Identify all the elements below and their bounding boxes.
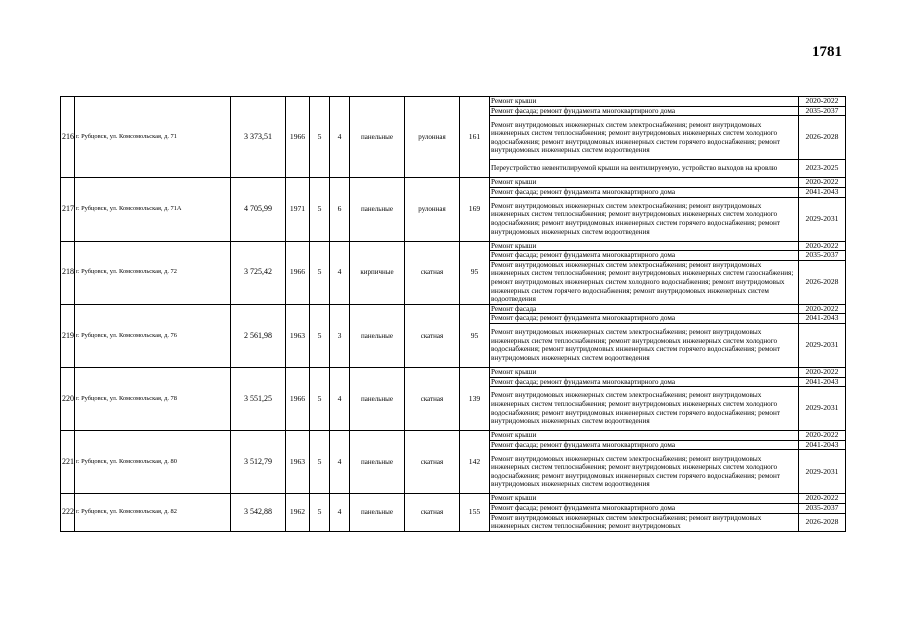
wall-material-cell: кирпичные bbox=[350, 241, 405, 304]
table-row bbox=[61, 241, 846, 251]
floors-cell: 5 bbox=[310, 304, 330, 367]
work-type-cell: Ремонт крыши bbox=[490, 178, 799, 188]
work-period-cell: 2035-2037 bbox=[799, 503, 846, 513]
work-period-cell: 2041-2043 bbox=[799, 314, 846, 324]
page-number: 1781 bbox=[812, 44, 842, 60]
table-row bbox=[61, 178, 846, 188]
work-period-cell: 2035-2037 bbox=[799, 251, 846, 261]
work-period-cell: 2020-2022 bbox=[799, 367, 846, 377]
work-period-cell: 2020-2022 bbox=[799, 178, 846, 188]
apartments-cell: 95 bbox=[460, 304, 490, 367]
work-type-cell: Ремонт фасада bbox=[490, 304, 799, 314]
row-number: 219 bbox=[61, 304, 75, 367]
roof-type-cell: рулонная bbox=[405, 97, 460, 178]
work-type-cell: Переустройство невентилируемой крыши на вентилируемую, устройство выходов на кровлю bbox=[490, 160, 799, 178]
work-type-cell: Ремонт фасада; ремонт фундамента многоквартирного дома bbox=[490, 503, 799, 513]
work-type-cell: Ремонт крыши bbox=[490, 241, 799, 251]
apartments-cell: 139 bbox=[460, 367, 490, 430]
work-period-cell: 2020-2022 bbox=[799, 241, 846, 251]
row-number: 217 bbox=[61, 178, 75, 241]
total-area-cell: 4 705,99 bbox=[231, 178, 286, 241]
build-year-cell: 1963 bbox=[286, 431, 310, 494]
apartments-cell: 95 bbox=[460, 241, 490, 304]
work-period-cell: 2020-2022 bbox=[799, 304, 846, 314]
roof-type-cell: скатная bbox=[405, 304, 460, 367]
work-period-cell: 2029-2031 bbox=[799, 197, 846, 241]
work-period-cell: 2029-2031 bbox=[799, 323, 846, 367]
apartments-cell: 169 bbox=[460, 178, 490, 241]
work-period-cell: 2026-2028 bbox=[799, 513, 846, 531]
build-year-cell: 1963 bbox=[286, 304, 310, 367]
build-year-cell: 1966 bbox=[286, 367, 310, 430]
address-cell: г. Рубцовск, ул. Комсомольская, д. 72 bbox=[75, 241, 231, 304]
wall-material-cell: панельные bbox=[350, 178, 405, 241]
work-period-cell: 2041-2043 bbox=[799, 440, 846, 450]
work-period-cell: 2041-2043 bbox=[799, 377, 846, 387]
work-period-cell: 2029-2031 bbox=[799, 387, 846, 431]
work-period-cell: 2026-2028 bbox=[799, 260, 846, 304]
work-type-cell: Ремонт внутридомовых инженерных систем электроснабжения; ремонт внутридомовых инженерных систем теплоснабжения; ремонт внутридомовых инженерных систем холодного водоснабжения; ремонт внутридомовых инженерных систем горячего водоснабжения; ремонт внутридомовых инженерных систем водоотведения bbox=[490, 323, 799, 367]
address-cell: г. Рубцовск, ул. Комсомольская, д. 76 bbox=[75, 304, 231, 367]
address-cell: г. Рубцовск, ул. Комсомольская, д. 80 bbox=[75, 431, 231, 494]
floors-cell: 5 bbox=[310, 494, 330, 531]
table-row bbox=[61, 367, 846, 377]
address-cell: г. Рубцовск, ул. Комсомольская, д. 71 bbox=[75, 97, 231, 178]
row-number: 218 bbox=[61, 241, 75, 304]
build-year-cell: 1971 bbox=[286, 178, 310, 241]
floors-cell: 5 bbox=[310, 178, 330, 241]
floors-cell: 5 bbox=[310, 367, 330, 430]
work-type-cell: Ремонт фасада; ремонт фундамента многоквартирного дома bbox=[490, 187, 799, 197]
entrances-cell: 6 bbox=[330, 178, 350, 241]
entrances-cell: 4 bbox=[330, 494, 350, 531]
row-number: 222 bbox=[61, 494, 75, 531]
build-year-cell: 1966 bbox=[286, 97, 310, 178]
total-area-cell: 2 561,98 bbox=[231, 304, 286, 367]
work-period-cell: 2041-2043 bbox=[799, 187, 846, 197]
apartments-cell: 155 bbox=[460, 494, 490, 531]
address-cell: г. Рубцовск, ул. Комсомольская, д. 78 bbox=[75, 367, 231, 430]
address-cell: г. Рубцовск, ул. Комсомольская, д. 71А bbox=[75, 178, 231, 241]
floors-cell: 5 bbox=[310, 431, 330, 494]
work-type-cell: Ремонт крыши bbox=[490, 97, 799, 107]
wall-material-cell: панельные bbox=[350, 367, 405, 430]
work-type-cell: Ремонт крыши bbox=[490, 494, 799, 504]
work-type-cell: Ремонт фасада; ремонт фундамента многоквартирного дома bbox=[490, 106, 799, 116]
work-period-cell: 2026-2028 bbox=[799, 116, 846, 160]
total-area-cell: 3 512,79 bbox=[231, 431, 286, 494]
row-number: 220 bbox=[61, 367, 75, 430]
entrances-cell: 4 bbox=[330, 241, 350, 304]
work-type-cell: Ремонт фасада; ремонт фундамента многоквартирного дома bbox=[490, 440, 799, 450]
work-type-cell: Ремонт внутридомовых инженерных систем электроснабжения; ремонт внутридомовых инженерных систем теплоснабжения; ремонт внутридомовых bbox=[490, 513, 799, 531]
work-period-cell: 2023-2025 bbox=[799, 160, 846, 178]
total-area-cell: 3 725,42 bbox=[231, 241, 286, 304]
work-period-cell: 2020-2022 bbox=[799, 97, 846, 107]
work-type-cell: Ремонт внутридомовых инженерных систем электроснабжения; ремонт внутридомовых инженерных систем теплоснабжения; ремонт внутридомовых инженерных систем холодного водоснабжения; ремонт внутридомовых инженерных систем горячего водоснабжения; ремонт внутридомовых инженерных систем водоотведения bbox=[490, 116, 799, 160]
work-period-cell: 2020-2022 bbox=[799, 494, 846, 504]
roof-type-cell: рулонная bbox=[405, 178, 460, 241]
wall-material-cell: панельные bbox=[350, 97, 405, 178]
work-type-cell: Ремонт внутридомовых инженерных систем электроснабжения; ремонт внутридомовых инженерных систем теплоснабжения; ремонт внутридомовых инженерных систем газоснабжения; ремонт внутридомовых инженерных систем холодного водоснабжения; ремонт внутридомовых инженерных систем горячего водоснабжения; ремонт внутридомовых инженерных систем водоотведения bbox=[490, 260, 799, 304]
roof-type-cell: скатная bbox=[405, 241, 460, 304]
work-period-cell: 2029-2031 bbox=[799, 450, 846, 494]
apartments-cell: 142 bbox=[460, 431, 490, 494]
row-number: 216 bbox=[61, 97, 75, 178]
work-type-cell: Ремонт внутридомовых инженерных систем электроснабжения; ремонт внутридомовых инженерных систем теплоснабжения; ремонт внутридомовых инженерных систем холодного водоснабжения; ремонт внутридомовых инженерных систем горячего водоснабжения; ремонт внутридомовых инженерных систем водоотведения bbox=[490, 387, 799, 431]
entrances-cell: 4 bbox=[330, 367, 350, 430]
work-period-cell: 2035-2037 bbox=[799, 106, 846, 116]
work-type-cell: Ремонт внутридомовых инженерных систем электроснабжения; ремонт внутридомовых инженерных систем теплоснабжения; ремонт внутридомовых инженерных систем холодного водоснабжения; ремонт внутридомовых инженерных систем горячего водоснабжения; ремонт внутридомовых инженерных систем водоотведения bbox=[490, 197, 799, 241]
wall-material-cell: панельные bbox=[350, 304, 405, 367]
entrances-cell: 3 bbox=[330, 304, 350, 367]
row-number: 221 bbox=[61, 431, 75, 494]
roof-type-cell: скатная bbox=[405, 367, 460, 430]
work-type-cell: Ремонт фасада; ремонт фундамента многоквартирного дома bbox=[490, 314, 799, 324]
table-body bbox=[61, 97, 846, 532]
table-row bbox=[61, 494, 846, 504]
table-row bbox=[61, 304, 846, 314]
work-type-cell: Ремонт крыши bbox=[490, 367, 799, 377]
floors-cell: 5 bbox=[310, 241, 330, 304]
work-type-cell: Ремонт фасада; ремонт фундамента многоквартирного дома bbox=[490, 251, 799, 261]
total-area-cell: 3 551,25 bbox=[231, 367, 286, 430]
entrances-cell: 4 bbox=[330, 97, 350, 178]
build-year-cell: 1962 bbox=[286, 494, 310, 531]
table-row bbox=[61, 97, 846, 107]
work-type-cell: Ремонт фасада; ремонт фундамента многоквартирного дома bbox=[490, 377, 799, 387]
entrances-cell: 4 bbox=[330, 431, 350, 494]
table-row bbox=[61, 431, 846, 441]
total-area-cell: 3 542,88 bbox=[231, 494, 286, 531]
roof-type-cell: скатная bbox=[405, 431, 460, 494]
work-period-cell: 2020-2022 bbox=[799, 431, 846, 441]
build-year-cell: 1966 bbox=[286, 241, 310, 304]
total-area-cell: 3 373,51 bbox=[231, 97, 286, 178]
wall-material-cell: панельные bbox=[350, 494, 405, 531]
work-type-cell: Ремонт крыши bbox=[490, 431, 799, 441]
floors-cell: 5 bbox=[310, 97, 330, 178]
apartments-cell: 161 bbox=[460, 97, 490, 178]
address-cell: г. Рубцовск, ул. Комсомольская, д. 82 bbox=[75, 494, 231, 531]
wall-material-cell: панельные bbox=[350, 431, 405, 494]
housing-registry-table bbox=[60, 96, 846, 532]
roof-type-cell: скатная bbox=[405, 494, 460, 531]
work-type-cell: Ремонт внутридомовых инженерных систем электроснабжения; ремонт внутридомовых инженерных систем теплоснабжения; ремонт внутридомовых инженерных систем холодного водоснабжения; ремонт внутридомовых инженерных систем горячего водоснабжения; ремонт внутридомовых инженерных систем водоотведения bbox=[490, 450, 799, 494]
